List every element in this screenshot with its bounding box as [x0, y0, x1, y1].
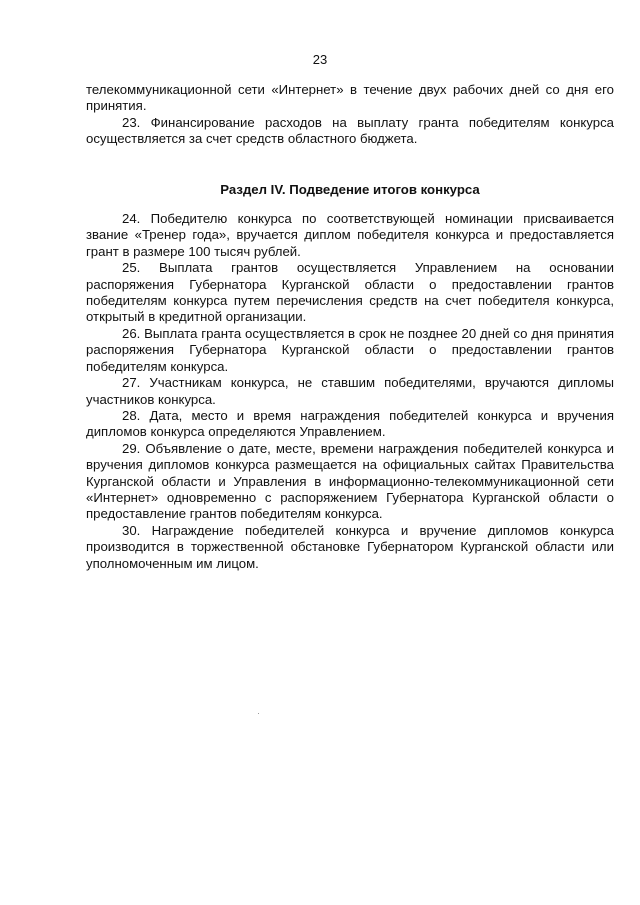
paragraph-23: 23. Финансирование расходов на выплату гранта победителям конкурса осуществляется за счет средств областного бюджета.: [86, 114, 614, 147]
paragraph-25: 25. Выплата грантов осуществляется Управлением на основании распоряжения Губернатора Курганской области о предоставлении грантов победителям конкурса путем перечисления средств на счет победителя конкурса, открытый в кредитной организации.: [86, 260, 614, 325]
paragraph-26: 26. Выплата гранта осуществляется в срок не позднее 20 дней со дня принятия распоряжения Губернатора Курганской области о предоставлении грантов победителям конкурса.: [86, 325, 614, 374]
scan-speck: [258, 713, 259, 714]
paragraph-27: 27. Участникам конкурса, не ставшим победителями, вручаются дипломы участников конкурса.: [86, 375, 614, 407]
page-number: 23: [312, 52, 328, 67]
paragraph-continuation: телекоммуникационной сети «Интернет» в течение двух рабочих дней со дня его принятия.: [86, 82, 614, 114]
paragraph-29: 29. Объявление о дате, месте, времени награждения победителей конкурса и вручения дипломов конкурса размещается на официальных сайтах Правительства Курганской области и Управления в информационно-телекоммуникационной сети «Интернет» одновременно с распоряжением Губернатора Курганской области о предоставление грантов победителям конкурса.: [86, 440, 614, 522]
paragraph-28: 28. Дата, место и время награждения победителей конкурса и вручения дипломов конкурса определяются Управлением.: [86, 407, 614, 440]
paragraph-30: 30. Награждение победителей конкурса и вручение дипломов конкурса производится в торжественной обстановке Губернатором Курганской области или уполномоченным им лицом.: [86, 522, 614, 571]
paragraph-24: 24. Победителю конкурса по соответствующей номинации присваивается звание «Тренер года», вручается диплом победителя конкурса и предоставляется грант в размере 100 тысяч рублей.: [86, 211, 614, 259]
section-title: Раздел IV. Подведение итогов конкурса: [220, 181, 480, 197]
document-body: [86, 82, 614, 572]
